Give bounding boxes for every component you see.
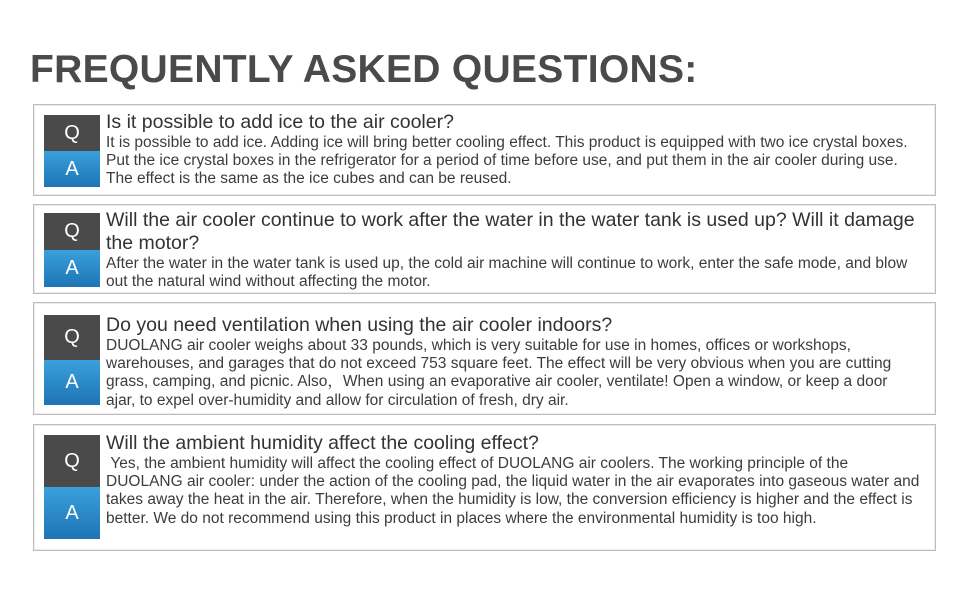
faq-answer: DUOLANG air cooler weighs about 33 pounds, which is very suitable for use in homes, offices or workshops, warehouses, and garages that do not exceed 753 square feet. The effect will be very obvious when you are cutting grass, camping, and picnic. Also，When using an evaporative air cooler, ventilate! Open a window, or keep a door ajar, to expel over-humidity and allow for circulation of fresh, dry air. bbox=[106, 337, 896, 409]
faq-question: Will the ambient humidity affect the cooling effect? bbox=[106, 432, 539, 454]
question-badge: Q bbox=[44, 315, 100, 360]
faq-text bbox=[106, 111, 921, 189]
question-badge: Q bbox=[44, 435, 100, 487]
faq-text bbox=[106, 432, 924, 528]
faq-answer: After the water in the water tank is used up, the cold air machine will continue to work, enter the safe mode, and blow out the natural wind without affecting the motor. bbox=[106, 255, 912, 291]
faq-item bbox=[33, 302, 936, 415]
answer-badge: A bbox=[44, 487, 100, 539]
faq-answer: Yes, the ambient humidity will affect the cooling effect of DUOLANG air coolers. The working principle of the DUOLANG air cooler: under the action of the cooling pad, the liquid water in the air evaporates into gaseous water and takes away the heat in the air. Therefore, when the humidity is low, the conversion efficiency is higher and the effect is better. We do not recommend using this product in places where the environmental humidity is too high. bbox=[106, 455, 924, 527]
qa-badge bbox=[44, 315, 100, 405]
faq-question: Is it possible to add ice to the air cooler? bbox=[106, 111, 454, 133]
qa-badge bbox=[44, 213, 100, 287]
answer-badge: A bbox=[44, 360, 100, 405]
question-badge: Q bbox=[44, 115, 100, 151]
faq-question: Do you need ventilation when using the air cooler indoors? bbox=[106, 314, 613, 336]
qa-badge bbox=[44, 435, 100, 539]
answer-badge: A bbox=[44, 250, 100, 287]
question-badge: Q bbox=[44, 213, 100, 250]
faq-item bbox=[33, 104, 936, 196]
faq-item bbox=[33, 424, 936, 551]
faq-text bbox=[106, 314, 921, 410]
faq-question: Will the air cooler continue to work after the water in the water tank is used up? Will it damage the motor? bbox=[106, 209, 915, 254]
answer-badge: A bbox=[44, 151, 100, 187]
qa-badge bbox=[44, 115, 100, 187]
faq-item bbox=[33, 204, 936, 294]
page-title: FREQUENTLY ASKED QUESTIONS: bbox=[30, 48, 698, 91]
faq-text bbox=[106, 209, 921, 291]
faq-answer: It is possible to add ice. Adding ice will bring better cooling effect. This product is equipped with two ice crystal boxes. Put the ice crystal boxes in the refrigerator for a period of time before use, and put them in the air cooler during use. The effect is the same as the ice cubes and can be reused. bbox=[106, 134, 912, 188]
